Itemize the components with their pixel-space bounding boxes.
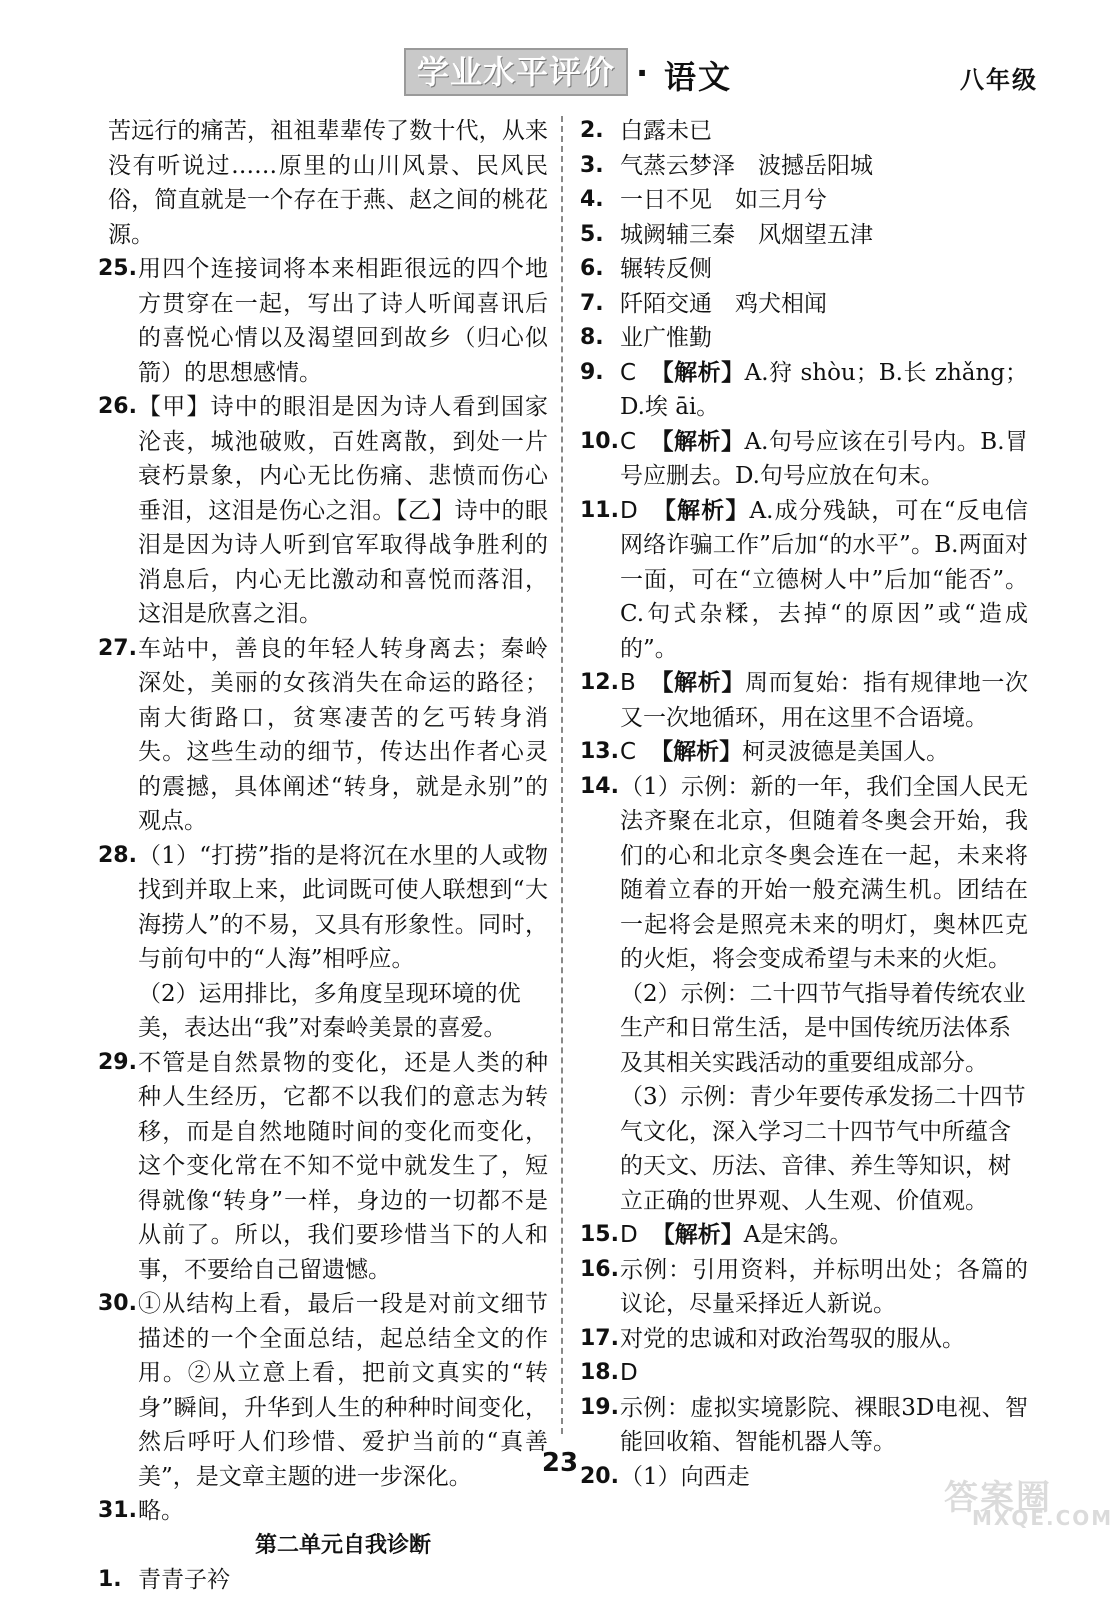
grade-label: 八年级 xyxy=(960,66,1038,94)
answer-item-8 xyxy=(580,321,1028,356)
watermark-logo xyxy=(934,1470,1114,1530)
item-text: 辗转反侧 xyxy=(620,256,712,282)
answer-item-3 xyxy=(580,149,1028,184)
item-text: A是宋鸽。 xyxy=(743,1222,853,1248)
choice-answer: C xyxy=(620,359,637,386)
watermark-text: 答案圈 xyxy=(944,1478,1052,1518)
analysis-tag: 【解析】 xyxy=(649,670,745,696)
item-subpart: （3）示例：青少年要传承发扬二十四节气文化，深入学习二十四节气中所蕴含的天文、历法、音律、养生等知识，树立正确的世界观、人生观、价值观。 xyxy=(620,1084,1026,1214)
item-text: D xyxy=(620,1360,638,1386)
item-text: 对党的忠诚和对政治驾驭的服从。 xyxy=(620,1325,965,1352)
item-number: 26. xyxy=(98,394,137,419)
item-text: （1）“打捞”指的是将沉在水里的人或物找到并取上来，此词既可使人联想到“大海捞人”的不易，又具有形象性。同时，与前句中的“人海”相呼应。 xyxy=(138,842,548,972)
answer-item-17 xyxy=(580,1322,1028,1357)
item-number: 11. xyxy=(580,497,619,523)
subject-title: 语文 xyxy=(664,58,733,96)
item-text: 车站中，善良的年轻人转身离去；秦岭深处，美丽的女孩消失在命运的路径；南大街路口，贫寒凄苦的乞丐转身消失。这些生动的细节，传达出作者心灵的震撼，具体阐述“转身，就是永别”的观点。 xyxy=(138,635,548,834)
item-text: 柯灵波德是美国人。 xyxy=(742,739,950,765)
column-divider xyxy=(561,116,563,1434)
item-number: 29. xyxy=(98,1049,137,1075)
item-number: 15. xyxy=(580,1222,619,1247)
analysis-tag: 【解析】 xyxy=(650,739,743,765)
analysis-tag: 【解析】 xyxy=(651,1222,744,1248)
item-number: 28. xyxy=(98,842,137,868)
item-number: 17. xyxy=(580,1325,619,1351)
item-text: 业广惟勤 xyxy=(620,325,712,351)
item-text: 示例：虚拟实境影院、裸眼3D电视、智能回收箱、智能机器人等。 xyxy=(620,1394,1028,1455)
analysis-tag: 【解析】 xyxy=(650,359,745,386)
answer-item-31 xyxy=(98,1494,548,1529)
item-text: （1）向西走 xyxy=(620,1463,750,1490)
left-column xyxy=(98,114,548,1598)
item-number: 16. xyxy=(580,1256,619,1282)
item-text: 气蒸云梦泽 波撼岳阳城 xyxy=(620,152,873,179)
answer-item-9 xyxy=(580,356,1028,425)
item-text: 略。 xyxy=(138,1498,184,1524)
answer-item-11 xyxy=(580,494,1028,667)
item-number: 12. xyxy=(580,670,619,695)
item-text: A.句号应该在引号内。B.冒号应删去。D.句号应放在句末。 xyxy=(620,428,1028,489)
answer-item-13 xyxy=(580,735,1028,770)
item-number: 30. xyxy=(98,1291,137,1316)
item-number: 9. xyxy=(580,359,604,385)
answer-item-5 xyxy=(580,218,1028,253)
answer-item-10 xyxy=(580,425,1028,494)
item-text: 白露未已 xyxy=(620,118,712,144)
item-text: 不管是自然景物的变化，还是人类的种种人生经历，它都不以我们的意志为转移，而是自然地随时间的变化而变化，这个变化常在不知不觉中就发生了，短得就像“转身”一样，身边的一切都不是从前了。所以，我们要珍惜当下的人和事，不要给自己留遗憾。 xyxy=(138,1049,548,1283)
item-number: 27. xyxy=(98,635,137,661)
item-number: 6. xyxy=(580,256,604,281)
item-text: 示例：引用资料，并标明出处；各篇的议论，尽量采择近人新说。 xyxy=(620,1256,1028,1317)
item-text: 用四个连接词将本来相距很远的四个地方贯穿在一起，写出了诗人听闻喜讯后的喜悦心情以及渴望回到故乡（归心似箭）的思想感情。 xyxy=(138,256,548,386)
item-number: 4. xyxy=(580,187,604,212)
item-text: ①从结构上看，最后一段是对前文细节描述的一个全面总结，起总结全文的作用。②从立意上看，把前文真实的“转身”瞬间，升华到人生的种种时间变化，然后呼吁人们珍惜、爱护当前的“真善美”，是文章主题的进一步深化。 xyxy=(138,1291,548,1490)
choice-answer: C xyxy=(620,739,637,765)
item-text: 城阙辅三秦 风烟望五津 xyxy=(620,221,873,248)
item-text: 阡陌交通 鸡犬相闻 xyxy=(620,290,827,317)
item-number: 31. xyxy=(98,1498,137,1523)
item-number: 20. xyxy=(580,1463,619,1489)
page-number: 23 xyxy=(541,1448,579,1478)
choice-answer: C xyxy=(620,428,637,455)
choice-answer: B xyxy=(620,670,636,696)
item-number: 1. xyxy=(98,1567,122,1592)
item-subpart: （2）示例：二十四节气指导着传统农业生产和日常生活，是中国传统历法体系及其相关实践活动的重要组成部分。 xyxy=(620,980,1026,1076)
answer-item-29 xyxy=(98,1046,548,1288)
answer-item-2 xyxy=(580,114,1028,149)
item-number: 18. xyxy=(580,1360,619,1385)
answer-item-28 xyxy=(98,839,548,1046)
answer-item-7 xyxy=(580,287,1028,322)
item-text: A.成分残缺，可在“反电信网络诈骗工作”后加“的水平”。B.两面对一面，可在“立德树人中”后加“能否”。C.句式杂糅，去掉“的原因”或“造成的”。 xyxy=(620,497,1028,662)
item-subpart: （2）运用排比，多角度呈现环境的优美，表达出“我”对秦岭美景的喜爱。 xyxy=(138,980,521,1041)
analysis-tag: 【解析】 xyxy=(651,497,750,524)
item-text: A.狩 shòu；B.长 zhǎng；D.埃 āi。 xyxy=(620,359,1029,420)
answer-item-15 xyxy=(580,1218,1028,1253)
item-number: 2. xyxy=(580,118,604,143)
answer-item-18 xyxy=(580,1356,1028,1391)
answer-item-4 xyxy=(580,183,1028,218)
item-number: 14. xyxy=(580,773,619,799)
answer-item-26 xyxy=(98,390,548,632)
choice-answer: D xyxy=(620,497,638,524)
item-text: 一日不见 如三月兮 xyxy=(620,187,827,213)
item-text: 【甲】诗中的眼泪是因为诗人看到国家沦丧，城池破败，百姓离散，到处一片衰朽景象，内心无比伤痛、悲愤而伤心垂泪，这泪是伤心之泪。【乙】诗中的眼泪是因为诗人听到官军取得战争胜利的消息后，内心无比激动和喜悦而落泪，这泪是欣喜之泪。 xyxy=(138,394,548,627)
item-number: 25. xyxy=(98,256,137,281)
section-heading: 第二单元自我诊断 xyxy=(254,1532,431,1558)
right-column xyxy=(580,114,1028,1494)
answer-item-1 xyxy=(98,1563,548,1598)
answer-item-12 xyxy=(580,666,1028,735)
choice-answer: D xyxy=(620,1222,638,1248)
item-number: 13. xyxy=(580,739,619,764)
analysis-tag: 【解析】 xyxy=(650,428,745,455)
item-number: 8. xyxy=(580,325,604,350)
item-text: （1）示例：新的一年，我们全国人民无法齐聚在北京，但随着冬奥会开始，我们的心和北京冬奥会连在一起，未来将随着立春的开始一般充满生机。团结在一起将会是照亮未来的明灯，奥林匹克的火炬，将会变成希望与未来的火炬。 xyxy=(620,773,1028,972)
answer-item-16 xyxy=(580,1253,1028,1322)
item-number: 5. xyxy=(580,221,604,247)
series-title-badge: 学业水平评价 xyxy=(404,48,628,96)
continued-answer-text: 苦远行的痛苦，祖祖辈辈传了数十代，从来没有听说过……原里的山川风景、民风民俗，简直就是一个存在于燕、赵之间的桃花源。 xyxy=(108,118,548,248)
item-number: 7. xyxy=(580,290,604,316)
page-header xyxy=(0,44,1120,100)
header-separator: · xyxy=(636,54,649,92)
answer-item-6 xyxy=(580,252,1028,287)
answer-item-27 xyxy=(98,632,548,839)
answer-item-14 xyxy=(580,770,1028,1219)
item-number: 19. xyxy=(580,1394,619,1420)
watermark-url: MXQE.COM xyxy=(972,1506,1114,1530)
item-text: 周而复始：指有规律地一次又一次地循环，用在这里不合语境。 xyxy=(620,670,1029,731)
item-number: 3. xyxy=(580,152,604,178)
item-number: 10. xyxy=(580,428,619,454)
item-text: 青青子衿 xyxy=(138,1567,230,1593)
answer-item-25 xyxy=(98,252,548,390)
